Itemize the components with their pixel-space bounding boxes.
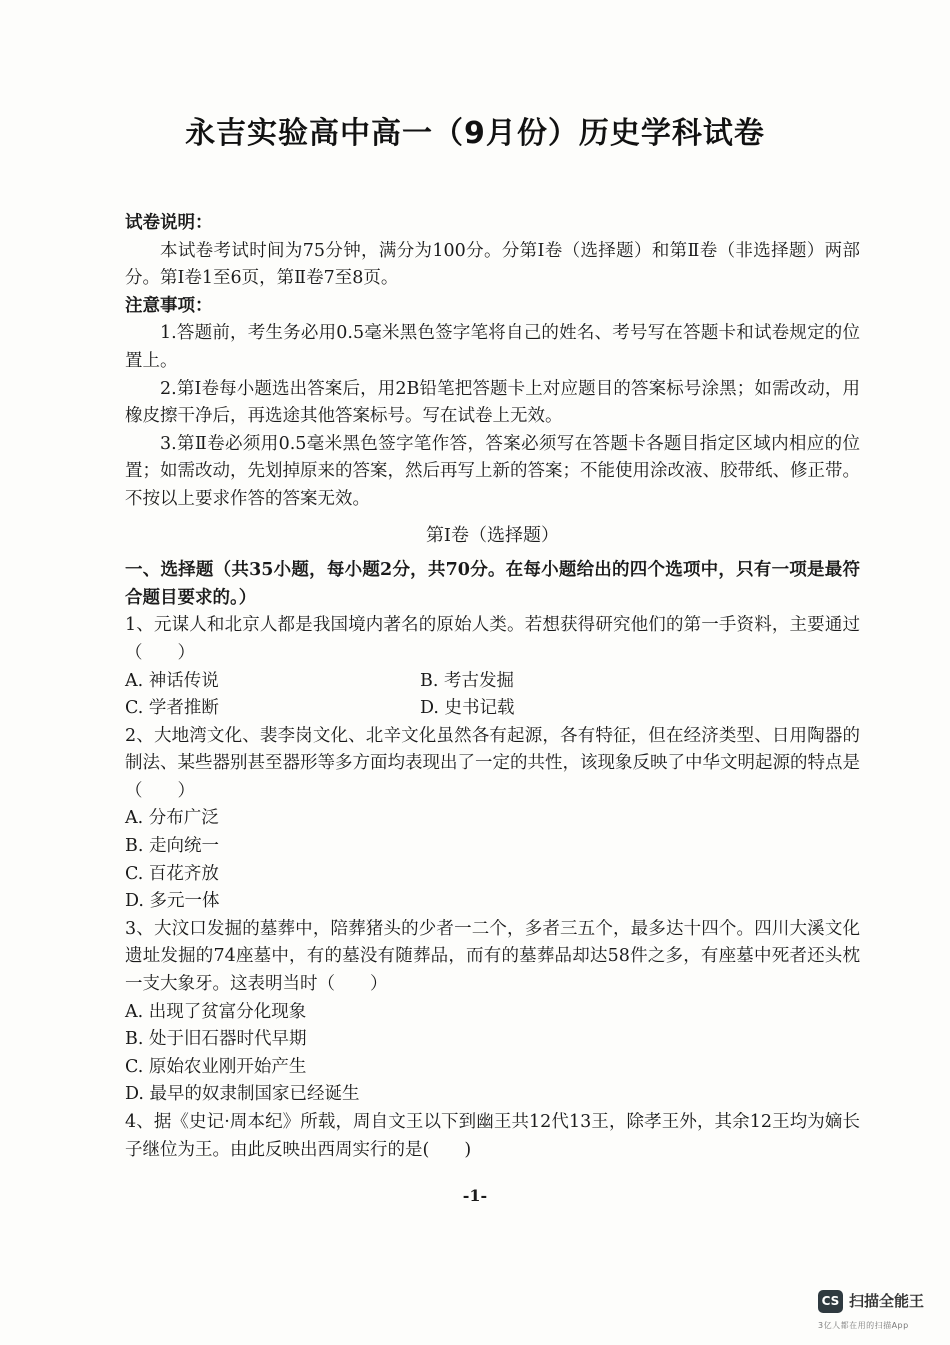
part-intro: 一、选择题（共35小题，每小题2分，共70分。在每小题给出的四个选项中，只有一项是最符合题目要求的。） <box>125 560 860 608</box>
page-number: -1- <box>462 1186 488 1205</box>
option-a: A. 神话传说 <box>125 670 219 691</box>
question-2-stem: 2、大地湾文化、裴李岗文化、北辛文化虽然各有起源，各有特征，但在经济类型、日用陶器的制法、某些器别甚至器形等多方面均表现出了一定的共性，该现象反映了中华文明起源的特点是（ ） <box>125 725 860 801</box>
note-item: 3.第Ⅱ卷必须用0.5毫米黑色签字笔作答，答案必须写在答题卡各题目指定区域内相应的位置；如需改动，先划掉原来的答案，然后再写上新的答案；不能使用涂改液、胶带纸、修正带。不按以上要求作答的答案无效。 <box>125 433 860 509</box>
question-4-stem: 4、据《史记·周本纪》所载，周自文王以下到幽王共12代13王，除孝王外，其余12王均为嫡长子继位为王。由此反映出西周实行的是( ) <box>125 1112 860 1160</box>
question-1-stem: 1、元谋人和北京人都是我国境内著名的原始人类。若想获得研究他们的第一手资料，主要通过（ ） <box>125 615 860 663</box>
option-a: A. 出现了贫富分化现象 <box>125 1001 307 1022</box>
watermark-app-name: 扫描全能王 <box>849 1292 925 1310</box>
question-3-stem: 3、大汶口发掘的墓葬中，陪葬猪头的少者一二个，多者三五个，最多达十四个。四川大溪文化遗址发掘的74座墓中，有的墓没有随葬品，而有的墓葬品却达58件之多，有座墓中死者还头枕一支大象牙。这表明当时（ ） <box>125 918 860 995</box>
option-c: C. 原始农业刚开始产生 <box>125 1056 307 1077</box>
option-b: B. 处于旧石器时代早期 <box>125 1029 307 1050</box>
note-item: 2.第Ⅰ卷每小题选出答案后，用2B铅笔把答题卡上对应题目的答案标号涂黑；如需改动，用橡皮擦干净后，再选途其他答案标号。写在试卷上无效。 <box>125 378 860 427</box>
option-c: C. 学者推断 <box>125 698 219 719</box>
option-d: D. 最早的奴隶制国家已经诞生 <box>125 1084 360 1105</box>
instructions-heading: 试卷说明： <box>125 213 213 233</box>
option-d: D. 史书记载 <box>420 698 515 719</box>
camscanner-logo-icon: CS <box>818 1290 843 1313</box>
scanner-watermark <box>818 1290 938 1338</box>
instructions-text: 本试卷考试时间为75分钟，满分为100分。分第Ⅰ卷（选择题）和第Ⅱ卷（非选择题）两部分。第Ⅰ卷1至6页，第Ⅱ卷7至8页。 <box>125 240 860 289</box>
watermark-tagline: 3亿人都在用的扫描App <box>818 1321 909 1330</box>
notes-heading: 注意事项： <box>125 295 213 316</box>
note-item: 1.答题前，考生务必用0.5毫米黑色签字笔将自己的姓名、考号写在答题卡和试卷规定的位置上。 <box>125 323 860 371</box>
question-1-options <box>125 668 860 723</box>
exam-content <box>125 210 860 1164</box>
option-d: D. 多元一体 <box>125 891 220 912</box>
option-c: C. 百花齐放 <box>125 863 219 884</box>
option-b: B. 走向统一 <box>125 836 219 857</box>
exam-title: 永吉实验高中高一（9月份）历史学科试卷 <box>185 116 765 151</box>
option-b: B. 考古发掘 <box>420 670 514 691</box>
option-a: A. 分布广泛 <box>125 808 219 829</box>
section-title: 第Ⅰ卷（选择题） <box>425 524 560 546</box>
